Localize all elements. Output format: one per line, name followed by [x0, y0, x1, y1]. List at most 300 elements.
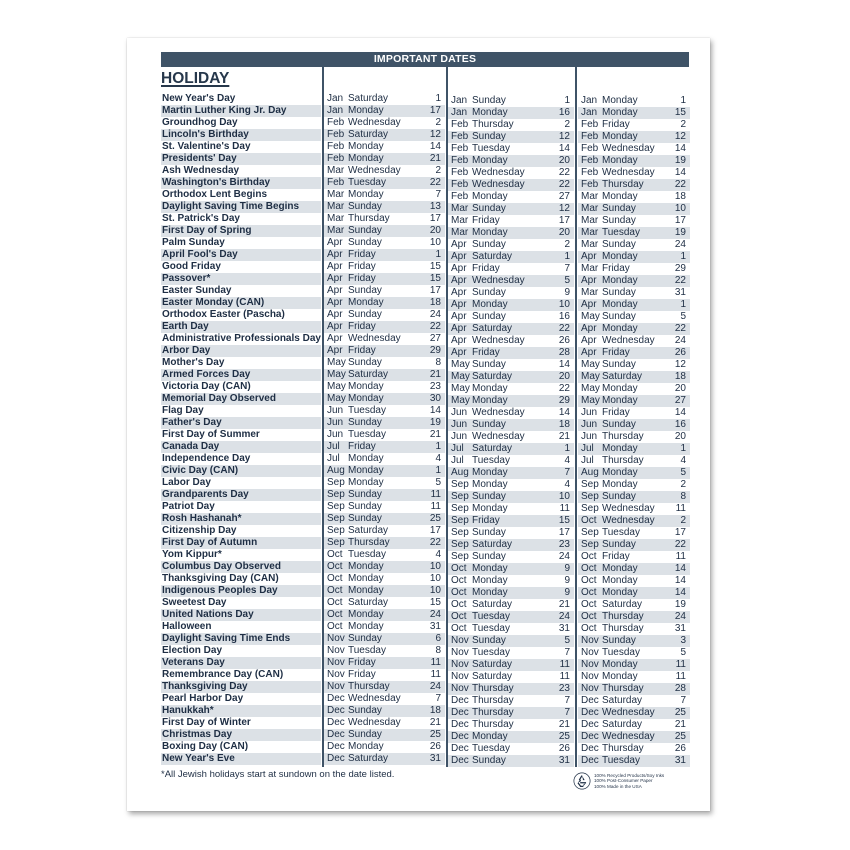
date-month: Oct — [327, 561, 343, 572]
date-row — [578, 215, 690, 227]
date-weekday: Sunday — [348, 705, 382, 716]
date-month: Sep — [327, 537, 345, 548]
date-day: 31 — [674, 623, 686, 634]
date-month: Dec — [327, 717, 345, 728]
date-month: Sep — [581, 503, 599, 514]
eco-line: 100% Made in the USA — [594, 783, 642, 789]
date-day: 6 — [435, 633, 441, 644]
date-row — [448, 143, 574, 155]
date-weekday: Monday — [348, 621, 384, 632]
date-day: 27 — [558, 191, 570, 202]
date-month: Oct — [327, 573, 343, 584]
date-day: 22 — [674, 323, 686, 334]
date-row — [324, 177, 445, 189]
date-day: 11 — [430, 669, 441, 680]
date-row — [324, 489, 445, 501]
date-weekday: Wednesday — [472, 167, 525, 178]
date-row — [578, 551, 690, 563]
date-row — [448, 335, 574, 347]
date-weekday: Sunday — [602, 419, 636, 430]
date-weekday: Wednesday — [472, 275, 525, 286]
holiday-name: First Day of Autumn — [161, 537, 321, 549]
date-day: 1 — [564, 251, 570, 262]
date-weekday: Sunday — [472, 635, 506, 646]
date-row — [324, 669, 445, 681]
holiday-name: Mother's Day — [162, 357, 225, 368]
date-month: Sep — [451, 479, 469, 490]
date-weekday: Saturday — [472, 323, 513, 334]
holiday-name: Christmas Day — [161, 729, 321, 741]
date-day: 12 — [429, 129, 441, 140]
date-row — [324, 561, 445, 573]
date-day: 16 — [558, 107, 570, 118]
date-day: 30 — [429, 393, 441, 404]
date-row — [448, 323, 574, 335]
date-row — [578, 599, 690, 611]
date-row — [324, 597, 445, 609]
date-weekday: Monday — [348, 465, 384, 476]
date-weekday: Wednesday — [602, 515, 655, 526]
date-day: 9 — [564, 563, 570, 574]
date-day: 18 — [674, 371, 686, 382]
date-day: 23 — [558, 683, 570, 694]
date-weekday: Sunday — [348, 357, 382, 368]
date-row — [578, 407, 690, 419]
date-day: 4 — [435, 453, 441, 464]
date-day: 24 — [674, 611, 686, 622]
date-day: 17 — [429, 105, 441, 116]
date-row — [448, 743, 574, 755]
date-day: 11 — [559, 503, 570, 514]
holiday-name: Canada Day — [161, 441, 321, 453]
date-weekday: Sunday — [602, 491, 636, 502]
date-row — [324, 681, 445, 693]
date-weekday: Monday — [602, 131, 638, 142]
date-month: May — [327, 357, 346, 368]
date-month: Feb — [581, 131, 599, 142]
date-day: 5 — [680, 647, 686, 658]
date-day: 14 — [558, 143, 570, 154]
date-weekday: Friday — [348, 249, 376, 260]
date-row — [578, 719, 690, 731]
date-day: 26 — [558, 743, 570, 754]
date-weekday: Friday — [602, 347, 630, 358]
date-row — [578, 611, 690, 623]
date-month: Mar — [581, 239, 599, 250]
date-row — [578, 335, 690, 347]
date-weekday: Monday — [472, 467, 508, 478]
date-day: 1 — [680, 251, 686, 262]
date-month: Mar — [451, 215, 469, 226]
date-month: May — [451, 395, 470, 406]
date-row — [324, 573, 445, 585]
date-month: Apr — [581, 323, 597, 334]
date-month: Feb — [581, 179, 599, 190]
date-row — [448, 731, 574, 743]
date-weekday: Monday — [472, 731, 508, 742]
date-month: Mar — [451, 203, 469, 214]
date-day: 27 — [674, 395, 686, 406]
date-row — [324, 453, 445, 465]
date-weekday: Tuesday — [472, 611, 510, 622]
date-weekday: Monday — [348, 573, 384, 584]
date-row — [578, 299, 690, 311]
date-day: 24 — [558, 551, 570, 562]
date-day: 22 — [674, 179, 686, 190]
date-month: Jul — [327, 453, 340, 464]
date-day: 21 — [429, 153, 441, 164]
date-row — [324, 741, 445, 753]
date-day: 19 — [429, 417, 441, 428]
date-row — [324, 609, 445, 621]
date-day: 7 — [564, 263, 570, 274]
date-row — [578, 287, 690, 299]
date-day: 20 — [674, 383, 686, 394]
date-day: 31 — [429, 621, 441, 632]
date-row — [578, 755, 690, 767]
date-row — [448, 575, 574, 587]
date-row — [578, 635, 690, 647]
date-weekday: Monday — [472, 575, 508, 586]
date-day: 26 — [429, 741, 441, 752]
date-row — [578, 311, 690, 323]
holiday-name: Hanukkah* — [161, 705, 321, 717]
date-weekday: Sunday — [348, 633, 382, 644]
date-row — [324, 705, 445, 717]
date-row — [324, 429, 445, 441]
date-weekday: Sunday — [348, 225, 382, 236]
date-day: 21 — [429, 717, 441, 728]
date-month: Apr — [451, 347, 467, 358]
date-month: Mar — [581, 215, 599, 226]
date-row — [448, 491, 574, 503]
date-weekday: Thursday — [602, 623, 644, 634]
date-weekday: Monday — [602, 95, 638, 106]
date-weekday: Wednesday — [472, 335, 525, 346]
date-month: Sep — [581, 479, 599, 490]
holiday-name: Armed Forces Day — [161, 369, 321, 381]
date-month: Feb — [451, 155, 469, 166]
date-day: 13 — [429, 201, 441, 212]
date-day: 14 — [674, 575, 686, 586]
date-weekday: Tuesday — [348, 405, 386, 416]
date-row — [448, 623, 574, 635]
date-day: 4 — [435, 549, 441, 560]
holiday-name: Flag Day — [162, 405, 204, 416]
date-row — [448, 563, 574, 575]
date-day: 11 — [430, 489, 441, 500]
date-month: Apr — [327, 321, 343, 332]
date-row — [448, 695, 574, 707]
date-month: Dec — [581, 743, 599, 754]
date-weekday: Friday — [348, 345, 376, 356]
date-weekday: Sunday — [602, 539, 636, 550]
date-month: Jan — [451, 107, 468, 118]
date-month: Nov — [327, 657, 345, 668]
date-weekday: Monday — [472, 587, 508, 598]
holiday-name: Labor Day — [162, 477, 211, 488]
date-month: Sep — [451, 551, 469, 562]
date-row — [448, 347, 574, 359]
date-row — [448, 95, 574, 107]
date-weekday: Tuesday — [602, 755, 640, 766]
date-row — [578, 371, 690, 383]
date-row — [448, 647, 574, 659]
date-row — [448, 407, 574, 419]
date-row — [448, 287, 574, 299]
holiday-name: Election Day — [162, 645, 223, 656]
date-month: Nov — [451, 635, 469, 646]
date-weekday: Thursday — [472, 707, 514, 718]
holiday-name: Grandparents Day — [161, 489, 321, 501]
date-row — [324, 333, 445, 345]
date-weekday: Wednesday — [348, 333, 401, 344]
date-month: Sep — [451, 491, 469, 502]
date-day: 17 — [558, 527, 570, 538]
date-weekday: Sunday — [348, 201, 382, 212]
holiday-heading: HOLIDAY — [161, 70, 230, 87]
date-month: Nov — [581, 671, 599, 682]
date-weekday: Saturday — [472, 671, 513, 682]
date-day: 11 — [675, 659, 686, 670]
date-month: Apr — [327, 297, 343, 308]
holiday-name: Memorial Day Observed — [161, 393, 321, 405]
date-month: Oct — [581, 563, 597, 574]
holiday-name: New Year's Eve — [161, 753, 321, 765]
holiday-name: Orthodox Lent Begins — [162, 189, 267, 200]
date-weekday: Monday — [602, 395, 638, 406]
date-month: Dec — [451, 695, 469, 706]
date-row — [324, 501, 445, 513]
holiday-name-column — [161, 93, 321, 765]
date-row — [324, 189, 445, 201]
date-weekday: Sunday — [602, 215, 636, 226]
date-month: Mar — [581, 263, 599, 274]
date-month: Jan — [327, 93, 344, 104]
holiday-name: Daylight Saving Time Begins — [161, 201, 321, 213]
date-month: Mar — [327, 165, 345, 176]
date-month: Dec — [327, 729, 345, 740]
date-weekday: Sunday — [472, 491, 506, 502]
date-day: 11 — [675, 503, 686, 514]
date-weekday: Saturday — [348, 93, 389, 104]
date-row — [448, 227, 574, 239]
date-month: Sep — [327, 501, 345, 512]
date-day: 11 — [559, 659, 570, 670]
holiday-name: New Year's Day — [162, 93, 236, 104]
date-month: Nov — [327, 645, 345, 656]
holiday-name: Arbor Day — [161, 345, 321, 357]
date-weekday: Thursday — [348, 681, 390, 692]
date-month: Nov — [581, 659, 599, 670]
date-weekday: Sunday — [472, 287, 506, 298]
date-row — [578, 539, 690, 551]
holiday-name: Administrative Professionals Day — [162, 333, 321, 344]
date-day: 31 — [558, 623, 570, 634]
date-weekday: Friday — [348, 261, 376, 272]
date-day: 19 — [674, 155, 686, 166]
date-weekday: Friday — [602, 263, 630, 274]
date-weekday: Monday — [602, 191, 638, 202]
date-row — [324, 621, 445, 633]
important-dates-banner: IMPORTANT DATES — [161, 52, 689, 67]
date-day: 15 — [558, 515, 570, 526]
date-weekday: Wednesday — [602, 503, 655, 514]
date-weekday: Wednesday — [602, 143, 655, 154]
date-row — [578, 227, 690, 239]
date-weekday: Thursday — [602, 683, 644, 694]
date-month: Dec — [327, 705, 345, 716]
date-weekday: Monday — [472, 563, 508, 574]
date-row — [578, 659, 690, 671]
date-weekday: Monday — [472, 503, 508, 514]
date-row — [324, 129, 445, 141]
date-day: 22 — [558, 167, 570, 178]
holiday-name: Ash Wednesday — [162, 165, 240, 176]
holiday-name: Victoria Day (CAN) — [162, 381, 251, 392]
date-weekday: Thursday — [602, 611, 644, 622]
date-month: Feb — [581, 167, 599, 178]
date-weekday: Monday — [472, 479, 508, 490]
date-day: 24 — [674, 239, 686, 250]
date-day: 12 — [558, 131, 570, 142]
date-weekday: Thursday — [472, 683, 514, 694]
date-weekday: Sunday — [348, 489, 382, 500]
date-weekday: Saturday — [348, 129, 389, 140]
date-month: Sep — [581, 539, 599, 550]
date-weekday: Sunday — [602, 239, 636, 250]
holiday-name: St. Valentine's Day — [162, 141, 251, 152]
date-weekday: Thursday — [472, 719, 514, 730]
date-day: 29 — [558, 395, 570, 406]
date-month: Sep — [451, 515, 469, 526]
date-day: 21 — [558, 431, 570, 442]
date-weekday: Monday — [348, 141, 384, 152]
date-month: Oct — [327, 609, 343, 620]
date-row — [448, 479, 574, 491]
date-day: 1 — [435, 465, 441, 476]
date-month: May — [581, 371, 600, 382]
date-month: May — [451, 371, 470, 382]
date-day: 23 — [429, 381, 441, 392]
date-row — [578, 239, 690, 251]
date-weekday: Friday — [472, 263, 500, 274]
eco-statement — [594, 773, 664, 789]
holiday-name: Easter Monday (CAN) — [161, 297, 321, 309]
holiday-name: Thanksgiving Day — [161, 681, 321, 693]
date-month: Apr — [581, 347, 597, 358]
year-column-1 — [324, 93, 445, 765]
date-month: Nov — [581, 635, 599, 646]
date-month: Mar — [327, 189, 345, 200]
date-weekday: Friday — [348, 273, 376, 284]
date-month: Feb — [581, 155, 599, 166]
date-month: Jun — [581, 407, 598, 418]
date-day: 14 — [558, 359, 570, 370]
date-row — [578, 179, 690, 191]
date-weekday: Thursday — [348, 213, 390, 224]
date-month: Jul — [581, 443, 594, 454]
date-day: 22 — [429, 321, 441, 332]
date-weekday: Tuesday — [348, 645, 386, 656]
date-day: 10 — [429, 585, 441, 596]
date-row — [448, 383, 574, 395]
date-month: Jun — [327, 429, 344, 440]
date-row — [578, 575, 690, 587]
date-day: 14 — [674, 587, 686, 598]
date-weekday: Thursday — [602, 431, 644, 442]
date-day: 31 — [674, 287, 686, 298]
date-month: Mar — [581, 287, 599, 298]
date-day: 22 — [429, 537, 441, 548]
date-row — [578, 455, 690, 467]
date-month: Oct — [451, 587, 467, 598]
date-row — [578, 479, 690, 491]
date-month: Apr — [451, 335, 467, 346]
date-row — [324, 549, 445, 561]
date-row — [578, 515, 690, 527]
date-weekday: Monday — [602, 659, 638, 670]
date-row — [324, 753, 445, 765]
date-month: May — [451, 383, 470, 394]
date-weekday: Monday — [348, 453, 384, 464]
date-month: Jan — [581, 107, 598, 118]
date-month: Feb — [327, 141, 345, 152]
date-day: 7 — [680, 695, 686, 706]
date-weekday: Monday — [602, 323, 638, 334]
date-month: Dec — [581, 707, 599, 718]
date-day: 22 — [558, 323, 570, 334]
date-month: Feb — [451, 131, 469, 142]
date-row — [448, 119, 574, 131]
holiday-name: Halloween — [162, 621, 212, 632]
date-row — [448, 239, 574, 251]
date-month: Apr — [327, 273, 343, 284]
date-month: Oct — [581, 575, 597, 586]
date-weekday: Sunday — [472, 131, 506, 142]
date-month: May — [327, 393, 346, 404]
date-month: Aug — [451, 467, 469, 478]
date-row — [448, 599, 574, 611]
date-day: 26 — [674, 743, 686, 754]
date-row — [578, 107, 690, 119]
date-day: 12 — [558, 203, 570, 214]
date-day: 24 — [674, 335, 686, 346]
date-weekday: Tuesday — [472, 647, 510, 658]
date-day: 9 — [564, 575, 570, 586]
date-weekday: Saturday — [348, 369, 389, 380]
date-month: Oct — [327, 597, 343, 608]
date-month: Apr — [581, 275, 597, 286]
year-column-3 — [578, 95, 690, 767]
date-month: May — [327, 369, 346, 380]
date-month: Apr — [451, 287, 467, 298]
date-weekday: Saturday — [348, 525, 389, 536]
date-row — [448, 719, 574, 731]
date-month: Nov — [451, 683, 469, 694]
date-day: 2 — [564, 119, 570, 130]
date-row — [578, 419, 690, 431]
holiday-name: Orthodox Easter (Pascha) — [162, 309, 285, 320]
date-day: 24 — [429, 609, 441, 620]
date-row — [448, 455, 574, 467]
date-weekday: Wednesday — [348, 165, 401, 176]
date-row — [448, 395, 574, 407]
date-row — [324, 477, 445, 489]
date-row — [448, 551, 574, 563]
date-weekday: Sunday — [472, 239, 506, 250]
date-row — [578, 359, 690, 371]
